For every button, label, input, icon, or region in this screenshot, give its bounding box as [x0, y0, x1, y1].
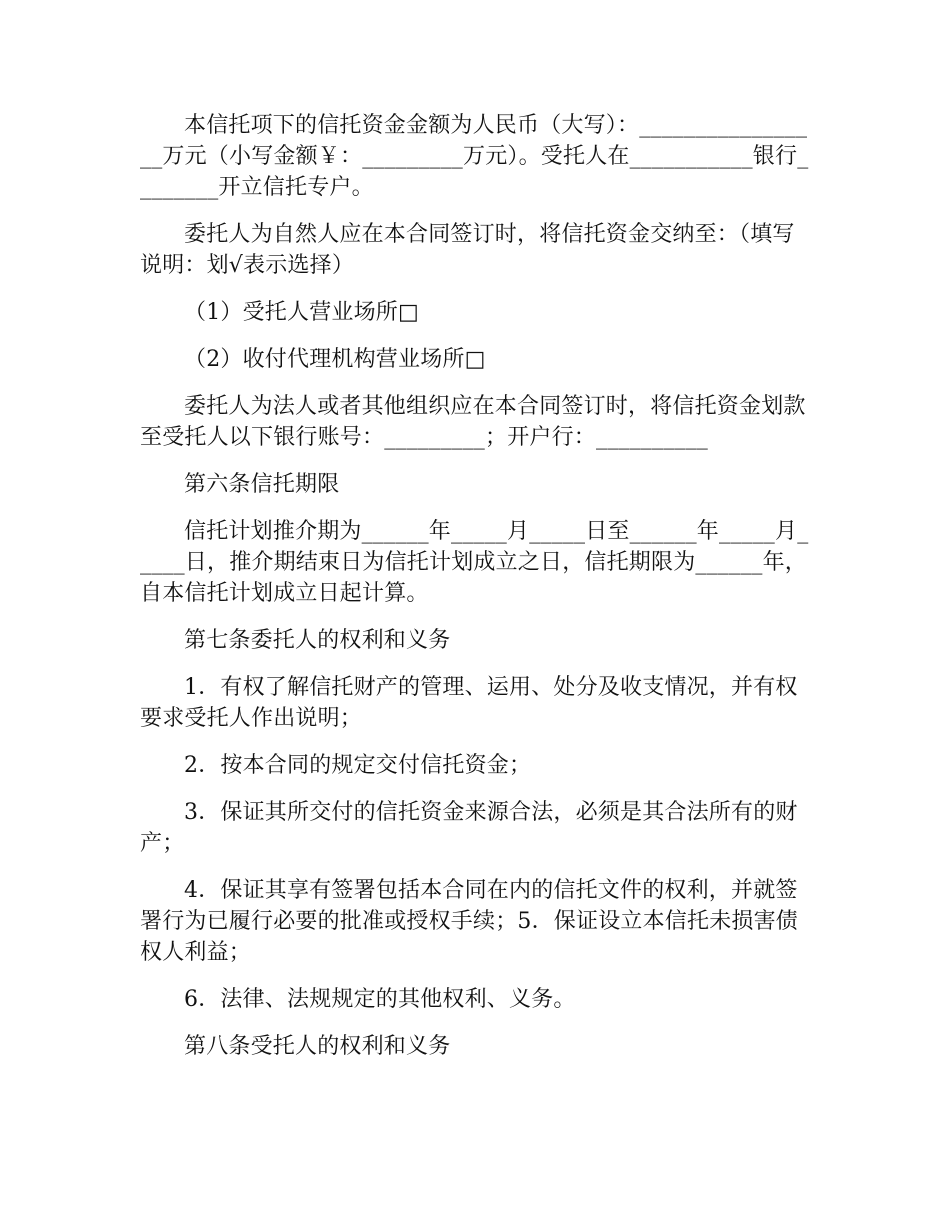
settlor-right-1: 1．有权了解信托财产的管理、运用、处分及收支情况，并有权要求受托人作出说明；	[140, 675, 798, 731]
trust-amount-paragraph: 本信托项下的信托资金金额为人民币（大写）：_________________万元（小写金额￥：_________万元）。受托人在___________银行________开立信托专户。	[140, 113, 809, 200]
article-7-heading: 第七条委托人的权利和义务	[184, 628, 451, 653]
document-page	[140, 110, 812, 1078]
settlor-right-2: 2．按本合同的规定交付信托资金；	[184, 753, 532, 778]
settlor-right-3: 3．保证其所交付的信托资金来源合法，必须是其合法所有的财产；	[140, 800, 798, 856]
option-trustee-premises: （1）受托人营业场所□	[184, 300, 419, 325]
article-6-heading: 第六条信托期限	[184, 472, 340, 497]
option-agent-premises: （2）收付代理机构营业场所□	[184, 347, 486, 372]
trust-term-paragraph: 信托计划推介期为______年_____月_____日至______年_____月_____日，推介期结束日为信托计划成立之日，信托期限为______年，自本信托计划成立日起计算。	[140, 519, 809, 606]
legal-person-payment-paragraph: 委托人为法人或者其他组织应在本合同签订时，将信托资金划款至受托人以下银行账号：_________；开户行：__________	[140, 394, 806, 450]
article-8-heading: 第八条受托人的权利和义务	[184, 1034, 451, 1059]
settlor-right-6: 6．法律、法规规定的其他权利、义务。	[184, 987, 576, 1012]
natural-person-payment-paragraph: 委托人为自然人应在本合同签订时，将信托资金交纳至：（填写说明：划√表示选择）	[140, 222, 795, 278]
settlor-right-4-5: 4．保证其享有签署包括本合同在内的信托文件的权利，并就签署行为已履行必要的批准或授权手续；5．保证设立本信托未损害债权人利益；	[140, 878, 798, 965]
